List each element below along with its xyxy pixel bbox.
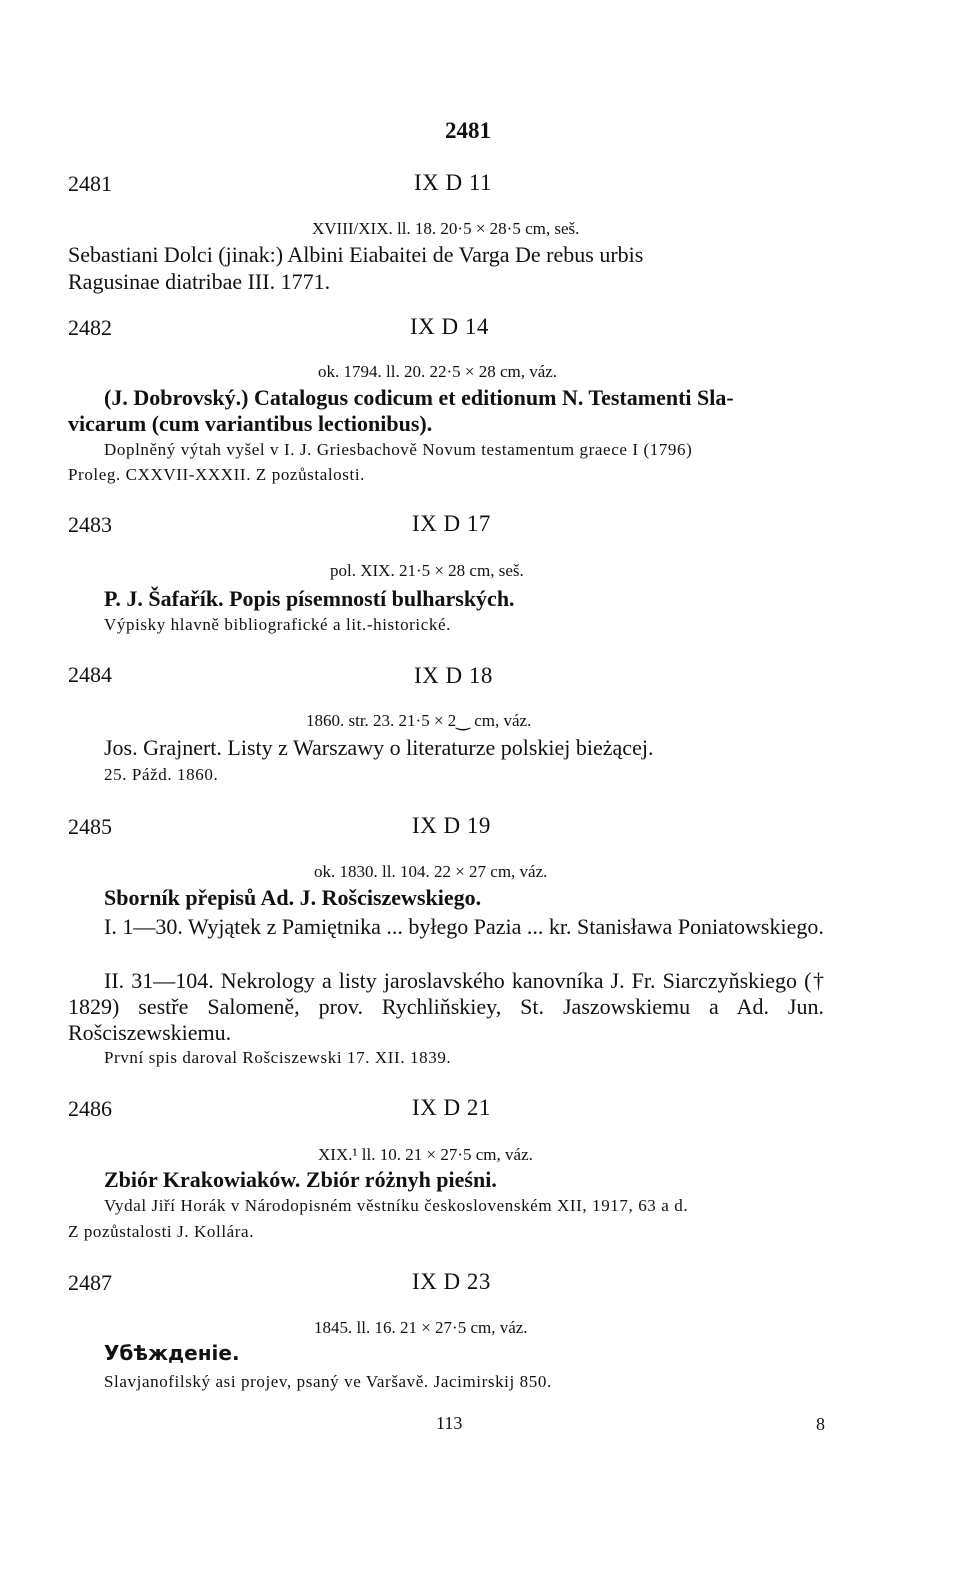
physical-description: XVIII/XIX. ll. 18. 20·5 × 28·5 cm, seš. [312,219,580,238]
entry-note: Výpisky hlavně bibliografické a lit.-historické. [104,615,451,634]
physical-description: ok. 1794. ll. 20. 22·5 × 28 cm, váz. [318,362,558,381]
entry-note: Slavjanofilský asi projev, psaný ve Varšavě. Jacimirskij 850. [104,1372,552,1391]
shelf-signature: IX D 18 [414,663,493,688]
physical-description: 1845. ll. 16. 21 × 27·5 cm, váz. [314,1318,528,1337]
entry-title: Jos. Grajnert. Listy z Warszawy o literaturze polskiej bieżącej. [104,735,654,760]
entry-number: 2484 [68,662,112,687]
entry-title: P. J. Šafařík. Popis písemností bulharských. [104,586,515,611]
running-head: 2481 [445,118,491,143]
shelf-signature: IX D 23 [412,1269,491,1294]
page-number: 113 [436,1413,463,1433]
shelf-signature: IX D 17 [412,511,491,536]
entry-number: 2482 [68,315,112,340]
physical-description: 1860. str. 23. 21·5 × 2‿ cm, váz. [306,711,532,730]
physical-description: XIX.¹ ll. 10. 21 × 27·5 cm, váz. [318,1145,533,1164]
shelf-signature: IX D 19 [412,813,491,838]
physical-description: pol. XIX. 21·5 × 28 cm, seš. [330,561,524,580]
entry-number: 2486 [68,1096,112,1121]
entry-body: I. 1—30. Wyjątek z Pamiętnika ... byłego Pazia ... kr. Stanisława Poniatowskiego. [104,914,824,939]
entry-note: První spis daroval Rošciszewski 17. XII. 1839. [104,1048,452,1067]
entry-number: 2485 [68,814,112,839]
entry-note: Z pozůstalosti J. Kollára. [68,1222,255,1241]
entry-title: Убѣжденіе. [104,1341,240,1365]
entry-title: Zbiór Krakowiaków. Zbiór różnyh pieśni. [104,1167,497,1192]
entry-note: Vydal Jiří Horák v Národopisném věstníku československém XII, 1917, 63 a d. [104,1196,689,1215]
entry-title: Sborník přepisů Ad. J. Rošciszewskiego. [104,885,482,910]
shelf-signature: IX D 11 [414,170,493,195]
entry-number: 2481 [68,171,112,196]
entry-body: II. 31—104. Nekrology a listy jaroslavského kanovníka J. Fr. Siarczyňskiego († 1829) sestře Salomeně, prov. Rychliňskiey, St. Jaszowskiemu a Ad. Jun. Rošciszewskiemu. [68,968,824,1045]
entry-note: 25. Pážd. 1860. [104,765,219,784]
entry-note: Doplněný výtah vyšel v I. J. Griesbachově Novum testamentum graece I (1796) [104,440,693,459]
sheet-signature: 8 [816,1414,825,1434]
entry-number: 2487 [68,1270,112,1295]
entry-title: vicarum (cum variantibus lectionibus). [68,411,433,436]
shelf-signature: IX D 21 [412,1095,491,1120]
physical-description: ok. 1830. ll. 104. 22 × 27 cm, váz. [314,862,548,881]
entry-title: Ragusinae diatribae III. 1771. [68,269,331,294]
entry-number: 2483 [68,512,112,537]
entry-title: (J. Dobrovský.) Catalogus codicum et editionum N. Testamenti Sla- [104,385,734,410]
shelf-signature: IX D 14 [410,314,489,339]
entry-title: Sebastiani Dolci (jinak:) Albini Eiabaitei de Varga De rebus urbis [68,242,644,267]
entry-note: Proleg. CXXVII-XXXII. Z pozůstalosti. [68,465,365,484]
